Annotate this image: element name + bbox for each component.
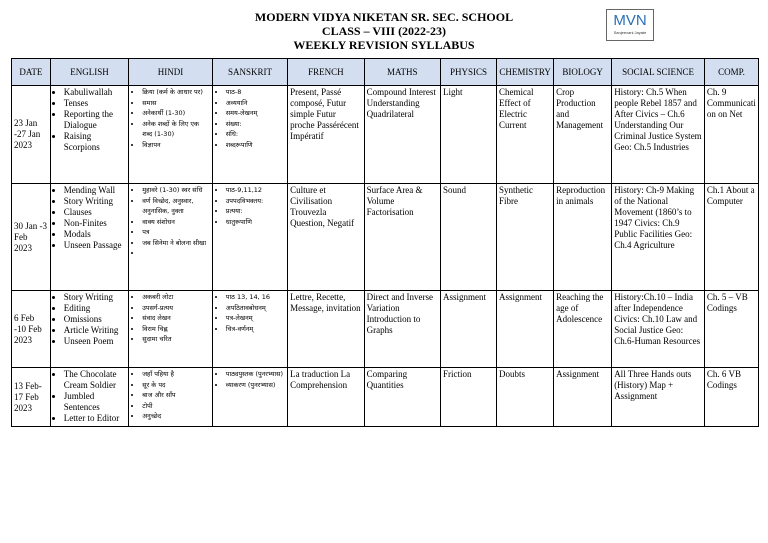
list-item: • Omissions bbox=[64, 314, 126, 325]
maths-cell: Direct and Inverse Variation Introduction to Graphs bbox=[364, 291, 440, 368]
french-cell: La traduction La Comprehension bbox=[288, 368, 364, 427]
list-item: • The Chocolate Cream Soldier bbox=[64, 369, 126, 391]
table-row bbox=[12, 291, 759, 368]
list-item: • संख्या: bbox=[226, 119, 285, 130]
list-item: • पाठ-8 bbox=[226, 87, 285, 98]
hindi-cell bbox=[129, 86, 213, 184]
social-science-cell: History:Ch.10 – India after Independence Civics: Ch.10 Law and Social Justice Geo: Ch.6-Human Resources bbox=[612, 291, 705, 368]
sanskrit-cell bbox=[212, 291, 287, 368]
biology-cell: Crop Production and Management bbox=[554, 86, 612, 184]
list-item: • क्रिया (कर्म के आधार पर) bbox=[142, 87, 210, 98]
list-item: • जब सिनेमा ने बोलना सीखा bbox=[142, 238, 210, 249]
list-item: • चित्र-वर्णनम् bbox=[226, 324, 285, 335]
list-item: • विराम चिह्न bbox=[142, 324, 210, 335]
chemistry-cell: Assignment bbox=[497, 291, 554, 368]
list-item: • Reporting the Dialogue bbox=[64, 109, 126, 131]
hindi-cell bbox=[129, 184, 213, 291]
sanskrit-cell bbox=[212, 368, 287, 427]
comp-cell: Ch. 9 Communication on Net bbox=[704, 86, 758, 184]
sanskrit-cell bbox=[212, 184, 287, 291]
col-header-physics: PHYSICS bbox=[441, 59, 497, 86]
date-cell: 13 Feb-17 Feb 2023 bbox=[12, 368, 51, 427]
list-item: • Clauses bbox=[64, 207, 126, 218]
col-header-hindi: HINDI bbox=[129, 59, 213, 86]
biology-cell: Reaching the age of Adolescence bbox=[554, 291, 612, 368]
logo-tagline: Sanjeevani Jayate bbox=[613, 30, 647, 35]
list-item: • Raising Scorpions bbox=[64, 131, 126, 153]
social-science-cell: All Three Hands outs (History) Map + Assignment bbox=[612, 368, 705, 427]
table-row bbox=[12, 184, 759, 291]
list-item: • शब्दरूपाणि bbox=[226, 140, 285, 151]
col-header-social-science: SOCIAL SCIENCE bbox=[612, 59, 705, 86]
list-item: • संवाद लेखन bbox=[142, 313, 210, 324]
col-header-sanskrit: SANSKRIT bbox=[212, 59, 287, 86]
syllabus-title: WEEKLY REVISION SYLLABUS bbox=[293, 38, 475, 52]
class-line: CLASS – VIII (2022-23) bbox=[321, 24, 447, 38]
list-item: • उपपदविभक्तय: bbox=[226, 196, 285, 207]
list-item: • Story Writing bbox=[64, 196, 126, 207]
list-item: • जहाँ पहिया है bbox=[142, 369, 210, 380]
chemistry-cell: Synthetic Fibre bbox=[497, 184, 554, 291]
english-cell bbox=[50, 184, 128, 291]
date-cell: 23 Jan -27 Jan 2023 bbox=[12, 86, 51, 184]
physics-cell: Assignment bbox=[441, 291, 497, 368]
list-item: • टोपी bbox=[142, 401, 210, 412]
comp-cell: Ch. 6 VB Codings bbox=[704, 368, 758, 427]
list-item: • समय-लेखनम् bbox=[226, 108, 285, 119]
list-item: • वर्ण विच्छेद, अनुस्वार, अनुनासिक, नुक्ता bbox=[142, 196, 210, 217]
list-item: • व्याकरण (पुनरभ्यास) bbox=[226, 380, 285, 391]
list-item: • समास bbox=[142, 98, 210, 109]
list-item: • Kabuliwallah bbox=[64, 87, 126, 98]
physics-cell: Light bbox=[441, 86, 497, 184]
list-item: • Unseen Passage bbox=[64, 240, 126, 251]
date-cell: 6 Feb -10 Feb 2023 bbox=[12, 291, 51, 368]
list-item: • Unseen Poem bbox=[64, 336, 126, 347]
list-item: • अनेकार्थी (1-30) bbox=[142, 108, 210, 119]
header-row bbox=[12, 59, 759, 86]
french-cell: Lettre, Recette, Message, invitation bbox=[288, 291, 364, 368]
biology-cell: Reproduction in animals bbox=[554, 184, 612, 291]
list-item: • संधि: bbox=[226, 129, 285, 140]
table-row bbox=[12, 86, 759, 184]
hindi-cell bbox=[129, 368, 213, 427]
list-item: • प्रत्यया: bbox=[226, 206, 285, 217]
list-item: • Article Writing bbox=[64, 325, 126, 336]
col-header-english: ENGLISH bbox=[50, 59, 128, 86]
english-cell bbox=[50, 86, 128, 184]
col-header-french: FRENCH bbox=[288, 59, 364, 86]
school-logo bbox=[606, 9, 654, 41]
school-name: MODERN VIDYA NIKETAN SR. SEC. SCHOOL bbox=[254, 10, 514, 24]
list-item: • अव्ययानि bbox=[226, 98, 285, 109]
physics-cell: Friction bbox=[441, 368, 497, 427]
sanskrit-cell bbox=[212, 86, 287, 184]
list-item: • पत्र bbox=[142, 227, 210, 238]
list-item: • Modals bbox=[64, 229, 126, 240]
social-science-cell: History: Ch-9 Making of the National Movement (1860’s to 1947 Civics: Ch.9 Public Facilities Geo: Ch.4 Agriculture bbox=[612, 184, 705, 291]
chemistry-cell: Chemical Effect of Electric Current bbox=[497, 86, 554, 184]
list-item: • अनेक शब्दों के लिए एक शब्द (1-30) bbox=[142, 119, 210, 140]
list-item: • Tenses bbox=[64, 98, 126, 109]
list-item: • Letter to Editor bbox=[64, 413, 126, 424]
list-item: • Editing bbox=[64, 303, 126, 314]
french-cell: Present, Passé composé, Futur simple Futur proche Passérécent Impératif bbox=[288, 86, 364, 184]
col-header-chemistry: CHEMISTRY bbox=[497, 59, 554, 86]
hindi-cell bbox=[129, 291, 213, 368]
list-item: • मुहावरे (1-30) स्वर संधि bbox=[142, 185, 210, 196]
list-item: • पत्र-लेखनम् bbox=[226, 313, 285, 324]
list-item: • पाठ्यपुस्तक (पुनरभ्यास) bbox=[226, 369, 285, 380]
list-item: • उपसर्ग-प्रत्यय bbox=[142, 303, 210, 314]
logo-mark: MVN bbox=[613, 12, 647, 29]
col-header-biology: BIOLOGY bbox=[554, 59, 612, 86]
maths-cell: Surface Area & Volume Factorisation bbox=[364, 184, 440, 291]
list-item: • वाक्य संशोधन bbox=[142, 217, 210, 228]
col-header-maths: MATHS bbox=[364, 59, 440, 86]
date-cell: 30 Jan -3 Feb 2023 bbox=[12, 184, 51, 291]
list-item: • Mending Wall bbox=[64, 185, 126, 196]
list-item: • Non-Finites bbox=[64, 218, 126, 229]
maths-cell: Comparing Quantities bbox=[364, 368, 440, 427]
english-cell bbox=[50, 291, 128, 368]
list-item: • सूर के पद bbox=[142, 380, 210, 391]
list-item: • पाठ-9,11,12 bbox=[226, 185, 285, 196]
english-cell bbox=[50, 368, 128, 427]
comp-cell: Ch. 5 – VB Codings bbox=[704, 291, 758, 368]
list-item: • Jumbled Sentences bbox=[64, 391, 126, 413]
social-science-cell: History: Ch.5 When people Rebel 1857 and After Civics – Ch.6 Understanding Our Criminal Justice System Geo: Ch.5 Industries bbox=[612, 86, 705, 184]
col-header-comp: COMP. bbox=[704, 59, 758, 86]
french-cell: Culture et Civilisation Trouvezla Question, Negatif bbox=[288, 184, 364, 291]
physics-cell: Sound bbox=[441, 184, 497, 291]
table-row bbox=[12, 368, 759, 427]
list-item: • अकबरी लोटा bbox=[142, 292, 210, 303]
col-header-date: DATE bbox=[12, 59, 51, 86]
list-item: • पाठ 13, 14, 16 bbox=[226, 292, 285, 303]
syllabus-table bbox=[11, 58, 759, 427]
list-item: • बाज और साँप bbox=[142, 390, 210, 401]
chemistry-cell: Doubts bbox=[497, 368, 554, 427]
list-item: • सुदामा चरित bbox=[142, 334, 210, 345]
comp-cell: Ch.1 About a Computer bbox=[704, 184, 758, 291]
list-item bbox=[142, 248, 210, 259]
list-item: • अपठितावबोधनम् bbox=[226, 303, 285, 314]
list-item: • धातुरूपाणि bbox=[226, 217, 285, 228]
list-item: • अनुच्छेद bbox=[142, 411, 210, 422]
list-item: • Story Writing bbox=[64, 292, 126, 303]
maths-cell: Compound Interest Understanding Quadrilateral bbox=[364, 86, 440, 184]
biology-cell: Assignment bbox=[554, 368, 612, 427]
list-item: • विज्ञापन bbox=[142, 140, 210, 151]
